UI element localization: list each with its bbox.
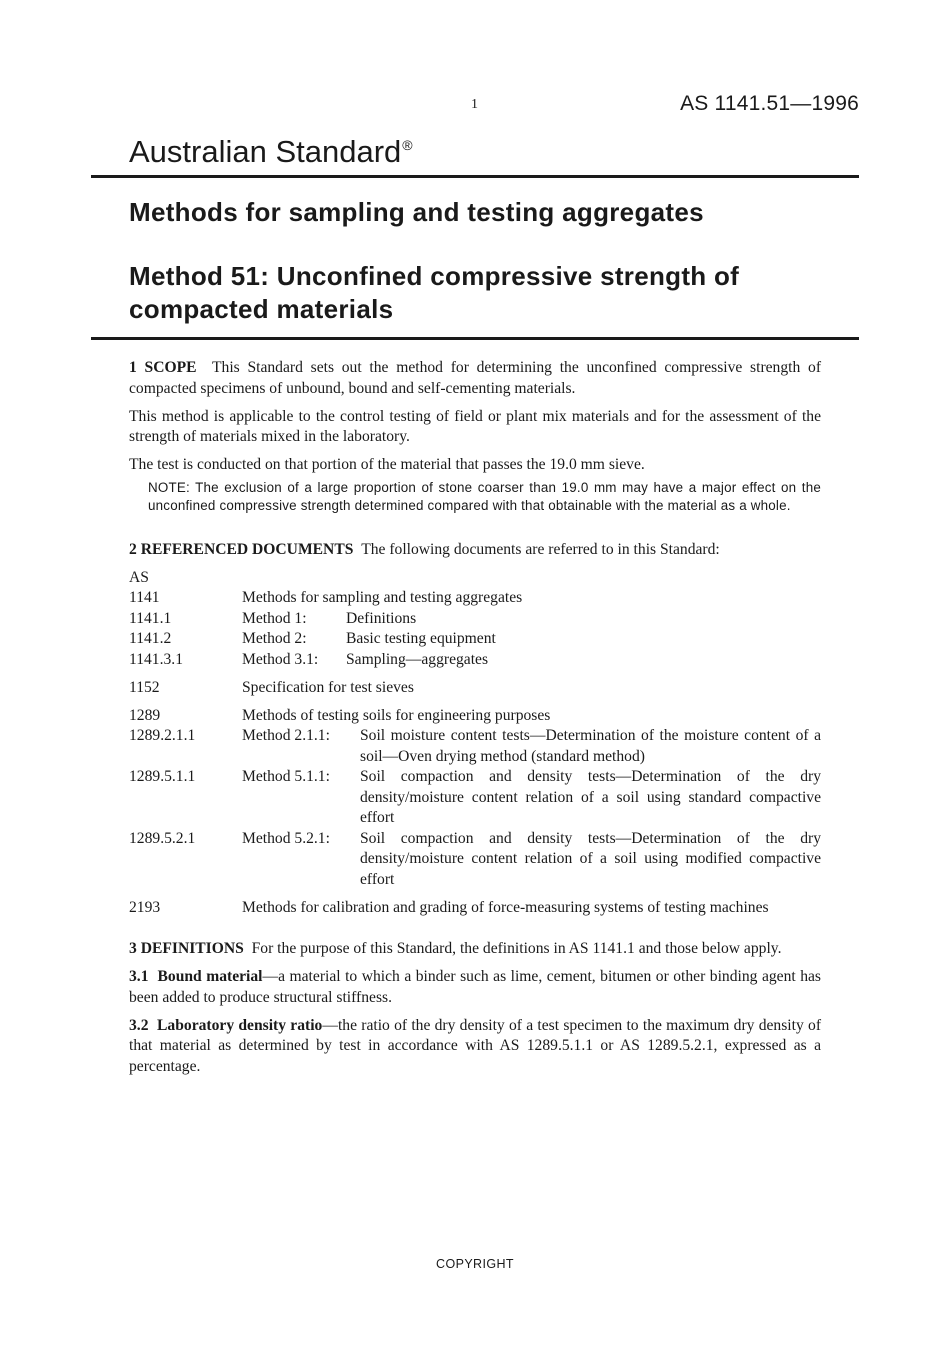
reference-row [129,678,821,699]
definitions-heading: 3 DEFINITIONS [129,940,244,957]
definitions-intro-text: For the purpose of this Standard, the definitions in AS 1141.1 and those below apply. [251,940,782,957]
scope-paragraph-2: This method is applicable to the control testing of field or plant mix materials and for the assessment of the strength of materials mixed in the laboratory. [129,407,821,445]
reference-number: 2193 [129,898,161,916]
reference-description: Soil compaction and density tests—Determination of the dry density/moisture content relation of a soil using modified compactive effort [360,829,821,888]
definition-item [129,967,821,1008]
reference-row [129,726,821,767]
reference-number: 1289.5.2.1 [129,829,196,847]
reference-description: Specification for test sieves [242,678,414,696]
registered-mark: ® [402,137,413,153]
reference-number: 1141.2 [129,630,172,647]
definition-number: 3.1 [129,968,149,985]
reference-method: Method 5.1.1: [242,768,330,785]
definition-term: Bound material [157,968,263,985]
reference-number: 1289.2.1.1 [129,727,196,744]
scope-heading: 1 SCOPE [129,359,197,376]
references-section [129,540,821,919]
definition-text: —a material to which a binder such as lime, cement, bitumen or other binding agent has been added to produce structural stiffness. [129,968,821,1006]
standard-code: AS 1141.51—1996 [680,92,859,115]
reference-row [129,650,821,671]
reference-description: Methods of testing soils for engineering purposes [242,706,551,724]
references-intro [129,540,821,561]
method-title: Method 51: Unconfined compressive strength of compacted materials [129,261,740,324]
reference-description: Basic testing equipment [346,630,496,647]
scope-text-1: This Standard sets out the method for determining the unconfined compressive strength of compacted specimens of unbound, bound and self-cementing materials. [129,359,822,397]
definitions-intro [129,939,821,960]
reference-row [129,767,821,829]
reference-method: Method 3.1: [242,650,319,668]
series-title: Methods for sampling and testing aggregates [129,197,704,227]
page-number: 1 [471,97,478,112]
reference-description: Soil moisture content tests—Determination of the moisture content of a soil—Oven drying method (standard method) [360,727,821,765]
definitions-section [129,939,821,1077]
scope-paragraph-1 [129,358,821,399]
title-rule [91,337,859,340]
reference-row [129,588,821,609]
reference-method: Method 2.1.1: [242,727,330,744]
definition-term: Laboratory density ratio [157,1016,323,1034]
copyright-footer: COPYRIGHT [436,1257,514,1271]
reference-method: Method 5.2.1: [242,829,330,847]
reference-description: Sampling—aggregates [346,650,489,668]
reference-number: 1141 [129,589,160,606]
scope-paragraph-3: The test is conducted on that portion of the material that passes the 19.0 mm sieve. [129,456,645,473]
scope-note: NOTE: The exclusion of a large proportion of stone coarser than 19.0 mm may have a major effect on the unconfined compressive strength determined compared with that obtainable with the material as a whole. [148,479,821,513]
reference-number: 1289.5.1.1 [129,768,196,785]
reference-row [129,629,821,650]
reference-row [129,829,821,891]
reference-description: Methods for calibration and grading of force-measuring systems of testing machines [242,898,769,916]
document-body [129,358,821,1085]
reference-description: Definitions [346,609,417,627]
reference-number: 1152 [129,678,160,696]
reference-number: 1289 [129,706,161,724]
reference-method: Method 2: [242,630,307,647]
reference-row [129,706,821,727]
standard-title [129,134,413,170]
definition-text: —the ratio of the dry density of a test specimen to the maximum dry density of that material as determined by test in accordance with AS 1289.5.1.1 or AS 1289.5.2.1, expressed as a percentage. [129,1016,822,1075]
reference-row [129,609,821,630]
reference-description: Soil compaction and density tests—Determination of the dry density/moisture content relation of a soil using standard compactive effort [360,768,821,826]
definition-item [129,1016,821,1078]
definition-number: 3.2 [129,1016,149,1034]
references-heading: 2 REFERENCED DOCUMENTS [129,540,354,558]
reference-row [129,898,821,919]
reference-number: 1141.3.1 [129,650,183,668]
references-intro-text: The following documents are referred to in this Standard: [361,540,720,558]
reference-method: Method 1: [242,609,307,627]
standard-title-text: Australian Standard [129,134,402,169]
scope-section [129,358,821,516]
top-rule [91,175,859,178]
references-prefix: AS [129,568,149,586]
reference-number: 1141.1 [129,609,172,627]
reference-description: Methods for sampling and testing aggregates [242,589,523,606]
